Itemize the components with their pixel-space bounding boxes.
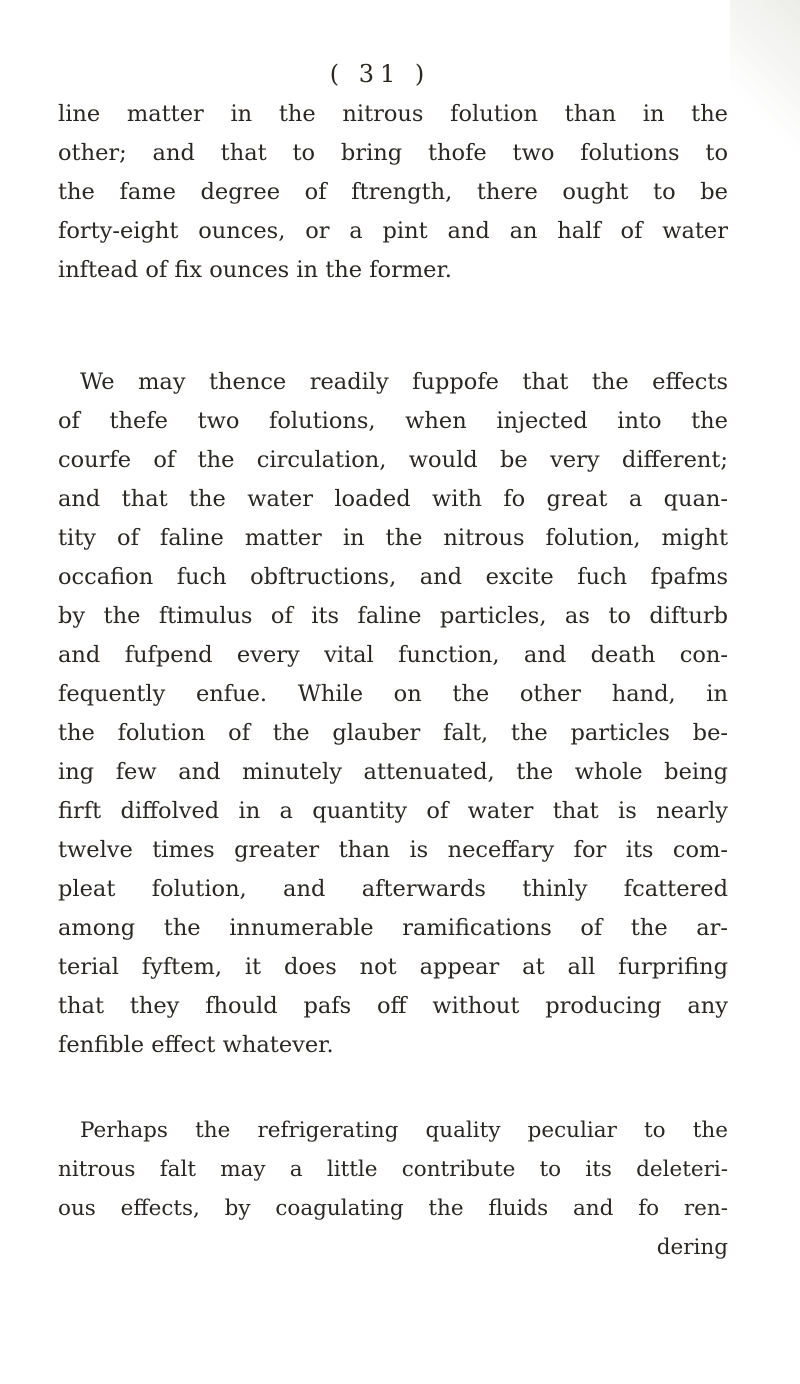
text-line: that they fhould pafs off without producing any [58, 993, 728, 1019]
text-line: ing few and minutely attenuated, the whole being [58, 759, 728, 785]
text-line: the fame degree of ftrength, there ought to be [58, 179, 728, 205]
text-line: the folution of the glauber falt, the particles be- [58, 720, 728, 746]
text-line: terial fyftem, it does not appear at all furprifing [58, 954, 728, 980]
text-line: other; and that to bring thofe two folutions to [58, 140, 728, 166]
text-line: pleat folution, and afterwards thinly fcattered [58, 876, 728, 902]
text-line: of thefe two folutions, when injected into the [58, 408, 728, 434]
text-line: inftead of fix ounces in the former. [58, 257, 452, 283]
text-line: nitrous falt may a little contribute to its deleteri- [58, 1157, 728, 1182]
text-line: line matter in the nitrous folution than in the [58, 101, 728, 127]
text-line: and that the water loaded with fo great a quan- [58, 486, 728, 512]
text-line: and fufpend every vital function, and death con- [58, 642, 728, 668]
page-number: ( 31 ) [329, 60, 431, 88]
text-line: firft diffolved in a quantity of water that is nearly [58, 798, 728, 824]
text-line: forty-eight ounces, or a pint and an half of water [58, 218, 728, 244]
text-line: occafion fuch obftructions, and excite fuch fpafms [58, 564, 728, 590]
text-line: fenfible effect whatever. [58, 1032, 334, 1058]
text-line: twelve times greater than is neceffary for its com- [58, 837, 728, 863]
text-line: We may thence readily fuppofe that the effects [80, 369, 728, 395]
paragraph-1 [58, 95, 728, 290]
text-line: tity of faline matter in the nitrous folution, might [58, 525, 728, 551]
catchword: dering [656, 1235, 728, 1260]
text-line: fequently enfue. While on the other hand, in [58, 681, 728, 707]
text-line: among the innumerable ramifications of the ar- [58, 915, 728, 941]
text-line: ous effects, by coagulating the fluids and fo ren- [58, 1196, 728, 1221]
paragraph-2 [58, 363, 728, 1065]
text-line: courfe of the circulation, would be very different; [58, 447, 728, 473]
text-line: by the ftimulus of its faline particles, as to difturb [58, 603, 728, 629]
text-line: Perhaps the refrigerating quality peculiar to the [80, 1118, 728, 1143]
paragraph-3 [58, 1111, 728, 1267]
